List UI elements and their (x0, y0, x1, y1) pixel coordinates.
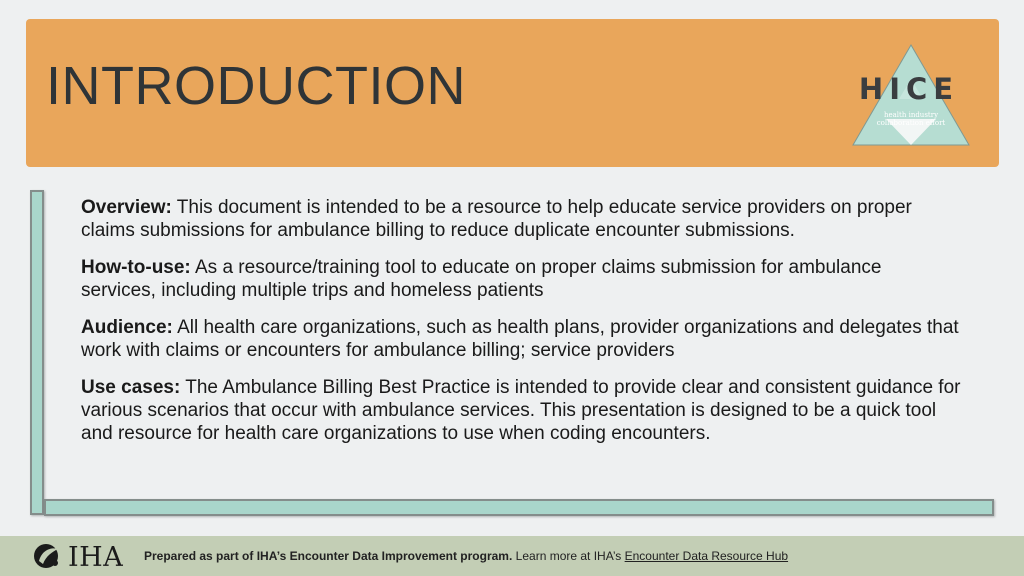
section-audience (81, 316, 961, 362)
encounter-data-resource-hub-link[interactable]: Encounter Data Resource Hub (624, 549, 789, 563)
section-label: How-to-use: (81, 257, 191, 278)
footer-note (144, 549, 788, 563)
section-label: Overview: (81, 197, 172, 218)
page-title: INTRODUCTION (46, 56, 466, 116)
content-body (81, 196, 961, 459)
section-text: The Ambulance Billing Best Practice is intended to provide clear and consistent guidance for various scenarios that occur with ambulance services. This presentation is designed to be a quick tool and resource for health care organizations to use when coding encounters. (81, 377, 961, 444)
header-banner (26, 19, 999, 167)
section-text: This document is intended to be a resource to help educate service providers on proper claims submissions for ambulance billing to reduce duplicate encounter submissions. (81, 197, 912, 241)
footer-text: Learn more at IHA’s (515, 549, 622, 563)
logo-tagline-line2: collaboration effort (876, 119, 946, 128)
decorative-frame-horizontal (44, 499, 994, 516)
iha-logo-icon (32, 541, 64, 571)
section-text: All health care organizations, such as health plans, provider organizations and delegates that work with claims or encounters for ambulance billing; service providers (81, 317, 959, 361)
logo-letters: HICE (858, 72, 960, 106)
section-text: As a resource/training tool to educate on proper claims submission for ambulance services, including multiple trips and homeless patients (81, 257, 882, 301)
decorative-frame-vertical (30, 190, 44, 515)
section-how-to-use (81, 256, 961, 302)
section-label: Audience: (81, 317, 173, 338)
logo-tagline (859, 111, 963, 127)
logo-tagline-line1: health industry (883, 111, 939, 119)
footer-bar (0, 536, 1024, 576)
section-overview (81, 196, 961, 242)
section-label: Use cases: (81, 377, 181, 398)
section-use-cases (81, 376, 961, 445)
hice-logo (841, 41, 981, 151)
footer-bold-text: Prepared as part of IHA’s Encounter Data Improvement program. (144, 549, 513, 563)
iha-logo-text: IHA (68, 542, 124, 573)
